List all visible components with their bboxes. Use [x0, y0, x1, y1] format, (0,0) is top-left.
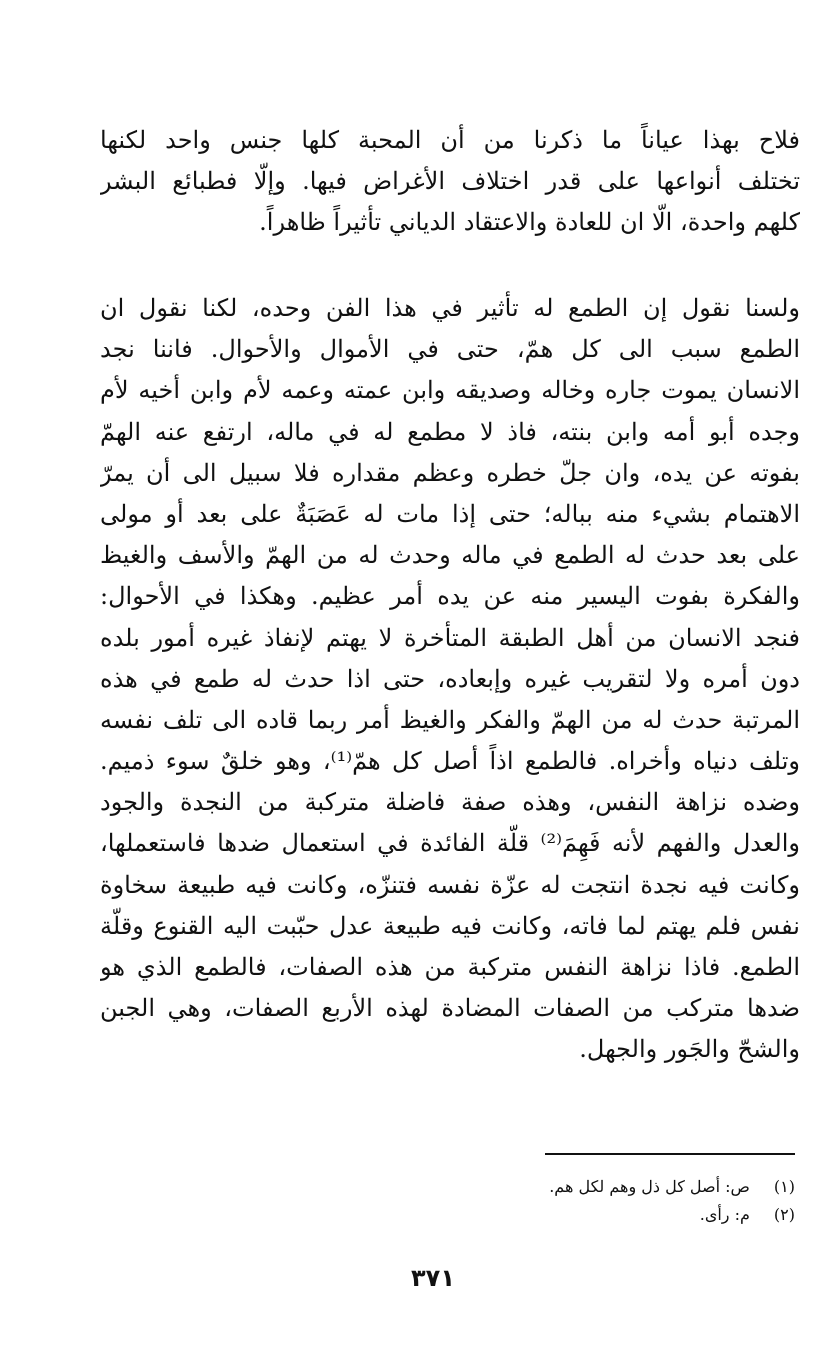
- footnote-text: م: رأى.: [699, 1205, 750, 1224]
- text-line: الاهتمام بشيء منه بباله؛ حتى إذا مات له عَصَبَةٌ على بعد أو مولى: [100, 499, 800, 528]
- text-line: الطمع سبب الى كل همّ، حتى في الأموال والأحوال. فاننا نجد: [100, 335, 800, 364]
- text-line: والعدل والفهم لأنه فَهِمَ⁽²⁾ قلّة الفائدة في استعمال ضدها فاستعملها،: [100, 829, 800, 858]
- text-line: نفس فلم يهتم لما فاته، وكانت فيه طبيعة عدل حبّبت اليه القنوع وقلّة: [100, 911, 800, 940]
- text-line: وتلف دنياه وأخراه. فالطمع اذاً أصل كل همّ⁽¹⁾، وهو خلقٌ سوء ذميم.: [100, 747, 800, 776]
- text-line: تختلف أنواعها على قدر اختلاف الأغراض فيها. وإلّا فطبائع البشر: [100, 167, 800, 196]
- text-line: فنجد الانسان من أهل الطبقة المتأخرة لا يهتم لإنفاذ غيره أمور بلده: [100, 623, 800, 652]
- text-line: الانسان يموت جاره وخاله وصديقه وابن عمته وعمه لأم وابن أخيه لأم: [100, 376, 800, 405]
- footnote-text: ص: أصل كل ذل وهم لكل هم.: [549, 1177, 750, 1196]
- footnote-2: [420, 1202, 795, 1228]
- text-line: على بعد حدث له الطمع في ماله وحدث له من الهمّ والأسف والغيظ: [100, 541, 800, 570]
- text-line: ولسنا نقول إن الطمع له تأثير في هذا الفن وحده، لكنا نقول ان: [100, 294, 800, 322]
- footnote-number: (٢): [773, 1205, 795, 1224]
- text-line: دون أمره ولا لتقريب غيره وإبعاده، حتى اذا حدث له طمع في هذه: [100, 664, 800, 693]
- text-line: الطمع. فاذا نزاهة النفس متركبة من هذه الصفات، فالطمع الذي هو: [100, 953, 800, 981]
- paragraph-1: [100, 120, 800, 244]
- text-line: فلاح بهذا عياناً ما ذكرنا من أن المحبة كلها جنس واحد لكنها: [100, 126, 800, 154]
- page-number: ٣٧١: [411, 1264, 455, 1292]
- text-line: ضدها متركب من الصفات المضادة لهذه الأربع الصفات، وهي الجبن: [100, 994, 800, 1023]
- text-line: والشحّ والجَور والجهل.: [579, 1035, 800, 1064]
- text-line: والفكرة بفوت اليسير منه عن يده أمر عظيم. وهكذا في الأحوال:: [100, 582, 800, 611]
- paragraph-2: [100, 288, 800, 1071]
- footnote-number: (١): [773, 1177, 795, 1196]
- text-line: بفوته عن يده، وان جلّ خطره وعظم مقداره فلا سبيل الى أن يمرّ: [100, 458, 800, 487]
- text-line: وجده أبو أمه وابن بنته، فاذ لا مطمع له في ماله، ارتفع عنه الهمّ: [100, 417, 800, 446]
- text-line: كلهم واحدة، الّا ان للعادة والاعتقاد الدياني تأثيراً ظاهراً.: [259, 208, 800, 237]
- footnote-divider: [545, 1153, 795, 1155]
- text-line: المرتبة حدث له من الهمّ والفكر والغيظ أمر ربما قاده الى تلف نفسه: [100, 705, 800, 734]
- text-line: وضده نزاهة النفس، وهذه صفة فاضلة متركبة من النجدة والجود: [100, 788, 800, 817]
- text-line: وكانت فيه نجدة انتجت له عزّة نفسه فتنزّه، وكانت فيه طبيعة سخاوة: [100, 870, 800, 899]
- footnote-1: [420, 1174, 795, 1200]
